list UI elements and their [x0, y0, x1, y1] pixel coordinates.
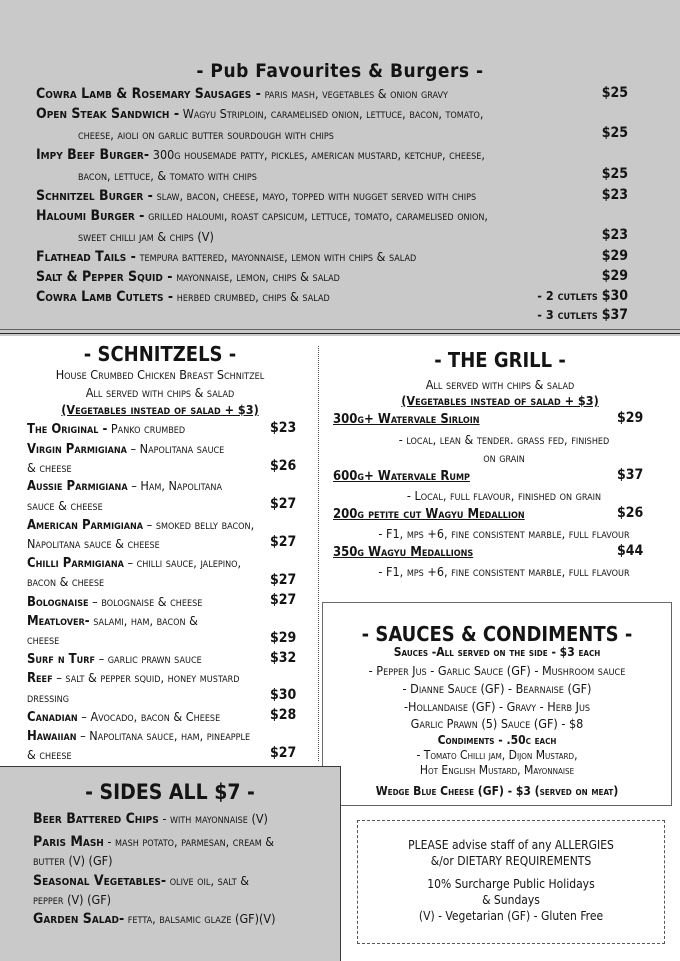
item-desc-cont: & cheese: [27, 747, 72, 762]
item-price: $23: [601, 187, 628, 203]
schnitzels-intro: All served with chips & salad: [85, 385, 235, 400]
item-desc-cont: sweet chilli jam & chips (V): [78, 229, 214, 244]
item-price: $25: [601, 166, 628, 182]
condiments-heading: Condiments - .50c each: [437, 733, 557, 747]
sauces-line: -Hollandaise (GF) - Gravy - Herb Jus: [403, 699, 591, 714]
schnitzel-item: Aussie Parmigiana – Ham, Napolitana: [27, 478, 222, 494]
schnitzel-item: Canadian – Avocado, bacon & Cheese: [27, 709, 221, 725]
sauces-line: Sauces -All served on the side - $3 each: [393, 645, 601, 659]
schnitzel-item: Hawaiian – Napolitana sauce, ham, pineapple: [27, 728, 251, 744]
item-price: $27: [270, 592, 297, 608]
item-price: $32: [270, 650, 297, 666]
item-desc-cont: sauce & cheese: [27, 498, 103, 513]
grill-item-name: 350g Wagyu Medallions: [333, 545, 474, 560]
item-desc-cont: bacon, lettuce, & tomato with chips: [78, 168, 257, 183]
item-desc-cont: dressing: [27, 690, 69, 705]
sauces-line: - Dianne Sauce (GF) - Bearnaise (GF): [402, 681, 592, 696]
item-price: $29: [601, 268, 628, 284]
schnitzel-item: Surf n Turf – garlic prawn sauce: [27, 651, 202, 667]
item-desc-cont: & cheese: [27, 460, 72, 475]
schnitzels-intro: House Crumbed Chicken Breast Schnitzel: [55, 367, 265, 382]
wedge-blue-cheese: Wedge Blue Cheese (GF) - $3 (served on meat): [375, 784, 619, 798]
notice-line: PLEASE advise staff of any ALLERGIES: [408, 838, 614, 852]
grill-item-desc: - Local, full flavour, finished on grain: [406, 488, 602, 503]
side-desc-cont: pepper (V) (GF): [33, 892, 112, 907]
item-price: $37: [617, 467, 644, 483]
sides-title: - SIDES ALL $7 -: [85, 780, 255, 804]
grill-intro: All served with chips & salad: [425, 377, 575, 392]
item-desc-cont: bacon & cheese: [27, 574, 105, 589]
menu-item: Impy Beef Burger- 300g housemade patty, pickles, american mustard, ketchup, cheese,: [36, 147, 485, 163]
notice-line: & Sundays: [482, 893, 540, 907]
item-desc-cont: cheese, aioli on garlic butter sourdough with chips: [78, 127, 334, 142]
grill-item-name: 300g+ Watervale Sirloin: [333, 412, 480, 427]
item-price: $44: [617, 543, 644, 559]
sauces-line: - Tomato Chilli jam, Dijon Mustard,: [416, 748, 578, 762]
item-price: $29: [601, 248, 628, 264]
item-price: $23: [270, 420, 297, 436]
menu-item: Schnitzel Burger - slaw, bacon, cheese, mayo, topped with nugget served with chips: [36, 188, 477, 204]
item-price: $30: [270, 687, 297, 703]
schnitzels-title: - SCHNITZELS -: [83, 342, 237, 366]
side-item: Garden Salad- fetta, balsamic glaze (GF)(V): [33, 911, 276, 927]
menu-item: Flathead Tails - tempura battered, mayonnaise, lemon with chips & salad: [36, 249, 417, 265]
grill-item-name: 600g+ Watervale Rump: [333, 469, 470, 484]
item-price: $26: [617, 505, 644, 521]
sauces-line: Hot English Mustard, Mayonnaise: [419, 763, 575, 777]
schnitzel-item: The Original - Panko crumbed: [27, 421, 186, 437]
item-price: $28: [270, 707, 297, 723]
grill-item-desc: on grain: [483, 450, 525, 465]
menu-item: Salt & Pepper Squid - mayonnaise, lemon, chips & salad: [36, 269, 340, 285]
side-item: Paris Mash - mash potato, parmesan, cream &: [33, 834, 275, 850]
schnitzel-item: Reef – salt & pepper squid, honey mustard: [27, 670, 240, 686]
column-divider: [318, 346, 319, 761]
divider: [0, 333, 680, 334]
item-desc-cont: cheese: [27, 632, 60, 647]
item-price: $23: [601, 227, 628, 243]
item-price: $25: [601, 85, 628, 101]
pub-section-title: - Pub Favourites & Burgers -: [196, 60, 484, 82]
sauces-line: - Pepper Jus - Garlic Sauce (GF) - Mushroom sauce: [368, 663, 626, 678]
side-item: Beer Battered Chips - with mayonnaise (V): [33, 811, 268, 827]
item-price: $25: [601, 125, 628, 141]
grill-item-desc: - F1, mps +6, fine consistent marble, full flavour: [378, 564, 630, 579]
item-price: $27: [270, 745, 297, 761]
item-price: $27: [270, 496, 297, 512]
item-price: $27: [270, 534, 297, 550]
menu-item: Cowra Lamb Cutlets - herbed crumbed, chips & salad: [36, 289, 330, 305]
item-price: $26: [270, 458, 297, 474]
item-price: $27: [270, 572, 297, 588]
sauces-title: - SAUCES & CONDIMENTS -: [361, 622, 633, 646]
side-desc-cont: butter (V) (GF): [33, 853, 113, 868]
schnitzel-item: American Parmigiana – smoked belly bacon,: [27, 517, 255, 533]
notice-line: (V) - Vegetarian (GF) - Gluten Free: [418, 909, 604, 923]
grill-item-desc: - local, lean & tender. grass fed, finished: [398, 432, 610, 447]
grill-veg-note: (Vegetables instead of salad + $3): [401, 393, 599, 408]
menu-item: Cowra Lamb & Rosemary Sausages - paris mash, vegetables & onion gravy: [36, 86, 448, 102]
cutlet-option: - 3 cutlets $37: [537, 307, 628, 323]
sauces-line: Garlic Prawn (5) Sauce (GF) - $8: [410, 716, 584, 731]
schnitzels-veg-note: (Vegetables instead of salad + $3): [61, 402, 259, 417]
item-desc-cont: Napolitana sauce & cheese: [27, 536, 160, 551]
grill-item-desc: - F1, mps +6, fine consistent marble, full flavour: [378, 526, 630, 541]
menu-item: Haloumi Burger - grilled haloumi, roast capsicum, lettuce, tomato, caramelised onion,: [36, 208, 489, 224]
schnitzel-item: Meatlover- salami, ham, bacon &: [27, 613, 198, 629]
schnitzel-item: Bolognaise – bolognaise & cheese: [27, 594, 203, 610]
notice-line: 10% Surcharge Public Holidays: [427, 877, 595, 891]
schnitzel-item: Virgin Parmigiana – Napolitana sauce: [27, 441, 225, 457]
grill-item-name: 200g petite cut Wagyu Medallion: [333, 507, 525, 522]
divider: [0, 329, 680, 330]
pub-favourites-section: [0, 0, 680, 336]
side-item: Seasonal Vegetables- olive oil, salt &: [33, 873, 249, 889]
notice-line: &/or DIETARY REQUIREMENTS: [430, 854, 592, 868]
menu-item: Open Steak Sandwich - Wagyu Striploin, caramelised onion, lettuce, bacon, tomato,: [36, 106, 484, 122]
item-price: $29: [270, 630, 297, 646]
cutlet-option: - 2 cutlets $30: [537, 288, 628, 304]
item-price: $29: [617, 410, 644, 426]
schnitzel-item: Chilli Parmigiana – chilli sauce, jalepino,: [27, 555, 242, 571]
grill-title: - THE GRILL -: [434, 348, 566, 372]
